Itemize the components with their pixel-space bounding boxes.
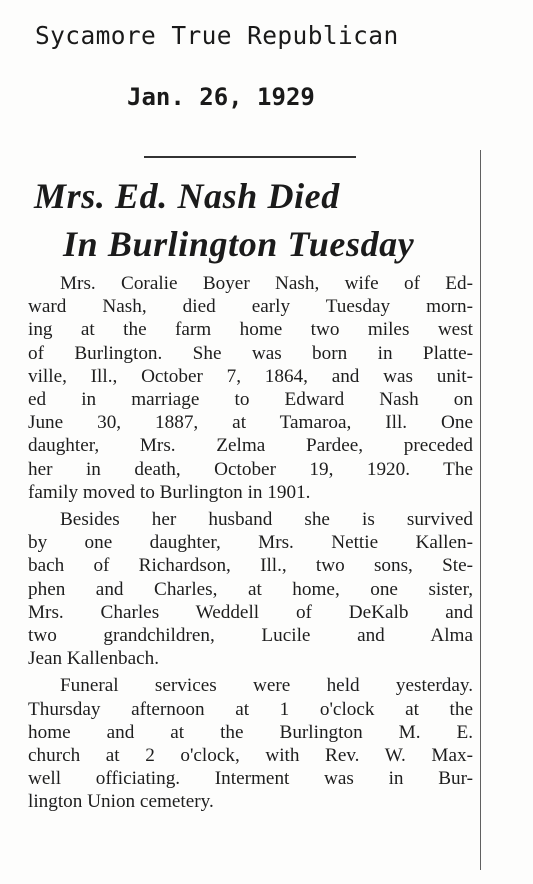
text-line: well officiating. Interment was in Bur- [28, 768, 473, 790]
text-line: by one daughter, Mrs. Nettie Kallen- [28, 532, 473, 554]
text-line: church at 2 o'clock, with Rev. W. Max- [28, 745, 473, 767]
paragraph-2 [28, 508, 473, 670]
text-line: ed in marriage to Edward Nash on [28, 389, 473, 411]
text-line: bach of Richardson, Ill., two sons, Ste- [28, 555, 473, 577]
text-line: Jean Kallenbach. [28, 648, 160, 670]
text-line: Funeral services were held yesterday. [60, 675, 473, 697]
text-line: family moved to Burlington in 1901. [28, 481, 311, 503]
text-line: daughter, Mrs. Zelma Pardee, preceded [28, 435, 473, 457]
text-line: phen and Charles, at home, one sister, [28, 578, 473, 600]
text-line: her in death, October 19, 1920. The [28, 458, 473, 480]
text-line: Thursday afternoon at 1 o'clock at the [28, 698, 473, 720]
text-line: ward Nash, died early Tuesday morn- [28, 296, 473, 318]
paragraph-3 [28, 674, 473, 813]
column-edge-line [480, 150, 481, 870]
headline-line-1: Mrs. Ed. Nash Died [34, 176, 340, 216]
article-clipping [28, 150, 488, 880]
text-line: home and at the Burlington M. E. [28, 721, 473, 743]
text-line: Mrs. Charles Weddell of DeKalb and [28, 601, 473, 623]
paragraph-1 [28, 272, 473, 504]
publication-date: Jan. 26, 1929 [127, 83, 315, 111]
headline-line-2: In Burlington Tuesday [63, 224, 415, 264]
headline-rule [144, 156, 356, 158]
newspaper-name: Sycamore True Republican [35, 21, 399, 50]
text-line: of Burlington. She was born in Platte- [28, 342, 473, 364]
text-line: June 30, 1887, at Tamaroa, Ill. One [28, 412, 473, 434]
text-line: ville, Ill., October 7, 1864, and was unit- [28, 365, 473, 387]
article-body [28, 272, 473, 818]
text-line: Besides her husband she is survived [60, 509, 473, 531]
text-line: Mrs. Coralie Boyer Nash, wife of Ed- [60, 273, 473, 294]
text-line: two grandchildren, Lucile and Alma [28, 625, 473, 647]
text-line: lington Union cemetery. [28, 791, 214, 813]
text-line: ing at the farm home two miles west [28, 319, 473, 341]
